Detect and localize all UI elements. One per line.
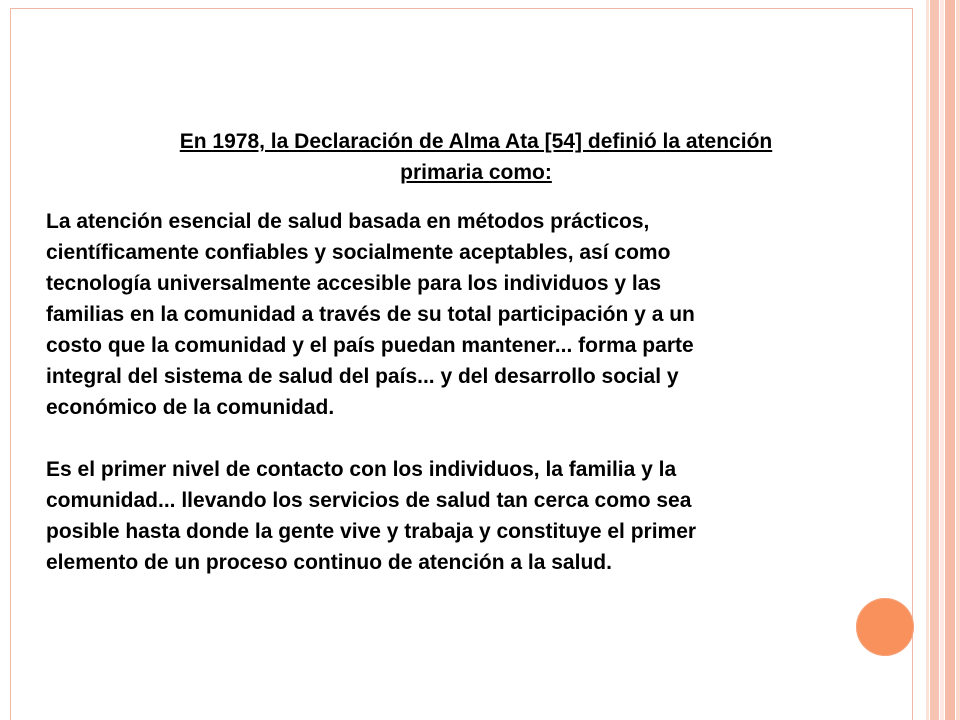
stripe	[945, 0, 955, 720]
stripe	[930, 0, 939, 720]
stripe	[926, 0, 929, 720]
slide-title: En 1978, la Declaración de Alma Ata [54] definió la atención primaria como:	[179, 130, 773, 184]
decorative-stripes	[926, 0, 960, 720]
paragraph-definition: La atención esencial de salud basada en métodos prácticos, científicamente confiables y socialmente aceptables, así como tecnología universalmente accesible para los individuos y las familias en la comunidad a través de su total participación y a un costo que la comunidad y el país puedan mantener... forma parte integral del sistema de salud del país... y del desarrollo social y económico de la comunidad.	[46, 210, 695, 419]
stripe	[956, 0, 960, 720]
paragraph-first-level: Es el primer nivel de contacto con los individuos, la familia y la comunidad... llevando los servicios de salud tan cerca como sea posible hasta donde la gente vive y trabaja y constituye el primer elemento de un proceso continuo de atención a la salud.	[46, 458, 697, 574]
stripe	[940, 0, 944, 720]
slide-content	[46, 126, 906, 609]
